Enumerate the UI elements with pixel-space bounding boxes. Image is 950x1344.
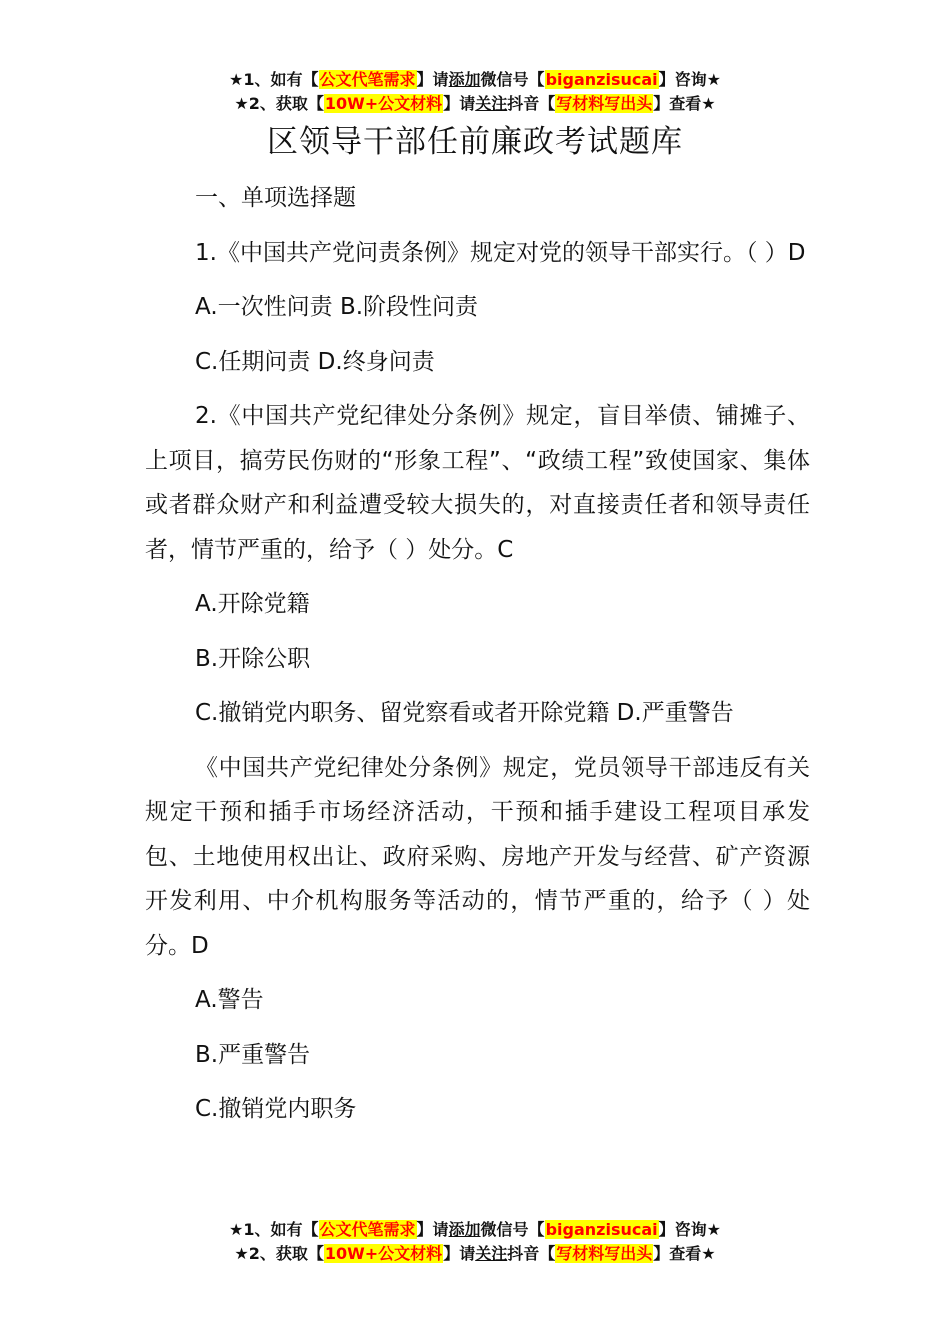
banner-text: 】请 [443, 1244, 476, 1263]
banner-text: 】咨询★ [658, 1220, 721, 1239]
question-2: 2.《中国共产党纪律处分条例》规定，盲目举债、铺摊子、上项目，搞劳民伤财的“形象工程”、“政绩工程”致使国家、集体或者群众财产和利益遭受较大损失的，对直接责任者和领导责任者，情节严重的，给予（ ）处分。C [145, 403, 810, 563]
banner-text: 】请 [416, 70, 449, 89]
banner-line-2 [0, 92, 950, 116]
document-title: 区领导干部任前廉政考试题库 [267, 124, 683, 160]
banner-highlight: 公文代笔需求 [319, 1220, 416, 1239]
question-3-option-a: A.警告 [195, 987, 264, 1013]
banner-line-2 [0, 1242, 950, 1266]
banner-text: ★1、如有【 [229, 70, 319, 89]
banner-text: 微信号【 [480, 1220, 545, 1239]
banner-text: 】请 [443, 94, 476, 113]
banner-emphasis: 关注 [475, 1244, 508, 1263]
banner-highlight: biganzisucai [545, 1220, 658, 1239]
question-3: 《中国共产党纪律处分条例》规定，党员领导干部违反有关规定干预和插手市场经济活动，干预和插手建设工程项目承发包、土地使用权出让、政府采购、房地产开发与经营、矿产资源开发利用、中介机构服务等活动的，情节严重的，给予（ ）处分。D [145, 754, 810, 959]
banner-highlight: 10W+公文材料 [324, 94, 443, 113]
banner-text: ★2、获取【 [234, 94, 324, 113]
banner-text: 】查看★ [653, 94, 716, 113]
question-3-option-c: C.撤销党内职务 [195, 1096, 357, 1122]
question-1-options-ab: A.一次性问责 B.阶段性问责 [195, 294, 479, 320]
banner-highlight: 10W+公文材料 [324, 1244, 443, 1263]
banner-line-1 [0, 1218, 950, 1242]
banner-text: ★1、如有【 [229, 1220, 319, 1239]
banner-text: 】查看★ [653, 1244, 716, 1263]
banner-highlight: biganzisucai [545, 70, 658, 89]
banner-text: 抖音【 [507, 1244, 556, 1263]
banner-highlight: 写材料写出头 [556, 1244, 653, 1263]
question-2-option-cd: C.撤销党内职务、留党察看或者开除党籍 D.严重警告 [195, 700, 734, 726]
banner-text: 微信号【 [480, 70, 545, 89]
question-1-options-cd: C.任期问责 D.终身问责 [195, 348, 435, 375]
header-banner [0, 68, 950, 116]
banner-text: ★2、获取【 [234, 1244, 324, 1263]
banner-text: 抖音【 [507, 94, 556, 113]
banner-highlight: 写材料写出头 [556, 94, 653, 113]
document-body [145, 176, 810, 1142]
question-2-option-a: A.开除党籍 [195, 591, 310, 617]
banner-line-1 [0, 68, 950, 92]
section-heading: 一、单项选择题 [195, 185, 356, 211]
banner-emphasis: 关注 [475, 94, 508, 113]
banner-emphasis: 添加 [448, 70, 481, 89]
question-3-option-b: B.严重警告 [195, 1041, 311, 1068]
question-1: 1.《中国共产党问责条例》规定对党的领导干部实行。（ ）D [195, 239, 806, 266]
question-2-option-b: B.开除公职 [195, 645, 311, 672]
footer-banner [0, 1218, 950, 1266]
banner-highlight: 公文代笔需求 [319, 70, 416, 89]
banner-text: 】请 [416, 1220, 449, 1239]
banner-emphasis: 添加 [448, 1220, 481, 1239]
banner-text: 】咨询★ [658, 70, 721, 89]
